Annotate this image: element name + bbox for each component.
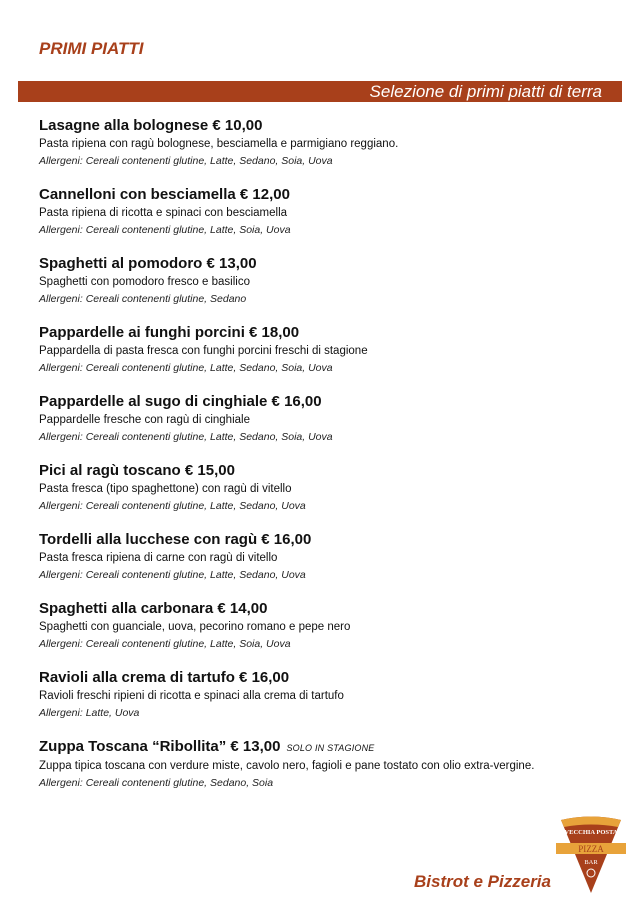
menu-item	[39, 462, 306, 513]
dish-allergens: Allergeni: Cereali contenenti glutine, Latte, Sedano, Uova	[39, 569, 306, 581]
seasonal-note: SOLO IN STAGIONE	[286, 743, 375, 753]
dish-description: Pasta ripiena con ragù bolognese, besciamella e parmigiano reggiano.	[39, 138, 399, 150]
dish-description: Ravioli freschi ripieni di ricotta e spinaci alla crema di tartufo	[39, 690, 344, 702]
menu-item	[39, 186, 291, 237]
dish-description: Pappardelle fresche con ragù di cinghiale	[39, 414, 250, 426]
dish-name-text: Zuppa Toscana “Ribollita” € 13,00	[39, 738, 281, 755]
section-title: Selezione di primi piatti di terra	[369, 82, 602, 101]
dish-name	[39, 600, 350, 618]
dish-name	[39, 738, 534, 757]
dish-name-text: Pici al ragù toscano € 15,00	[39, 462, 235, 479]
dish-allergens: Allergeni: Cereali contenenti glutine, Latte, Sedano, Soia, Uova	[39, 362, 333, 374]
dish-name	[39, 117, 398, 135]
dish-name	[39, 531, 311, 549]
menu-item	[39, 738, 534, 790]
dish-description: Pasta fresca (tipo spaghettone) con ragù di vitello	[39, 483, 292, 495]
logo-text-2: PIZZA	[578, 844, 604, 854]
menu-item	[39, 600, 350, 651]
dish-name	[39, 393, 333, 411]
dish-name	[39, 255, 257, 273]
menu-item	[39, 324, 368, 375]
page-title: PRIMI PIATTI	[39, 39, 144, 58]
dish-description: Spaghetti con pomodoro fresco e basilico	[39, 276, 250, 288]
dish-description: Pasta ripiena di ricotta e spinaci con besciamella	[39, 207, 288, 219]
dish-name	[39, 186, 291, 204]
footer-tagline: Bistrot e Pizzeria	[414, 872, 551, 891]
dish-name-text: Ravioli alla crema di tartufo € 16,00	[39, 669, 290, 686]
dish-allergens: Allergeni: Cereali contenenti glutine, Latte, Sedano, Soia, Uova	[39, 155, 333, 167]
dish-allergens: Allergeni: Cereali contenenti glutine, Latte, Sedano, Uova	[39, 500, 306, 512]
dish-allergens: Allergeni: Cereali contenenti glutine, Latte, Sedano, Soia, Uova	[39, 431, 333, 443]
dish-description: Spaghetti con guanciale, uova, pecorino romano e pepe nero	[39, 621, 351, 633]
dish-description: Pasta fresca ripiena di carne con ragù di vitello	[39, 552, 278, 564]
dish-name	[39, 669, 344, 687]
menu-item	[39, 117, 398, 168]
dish-allergens: Allergeni: Cereali contenenti glutine, Sedano, Soia	[39, 777, 274, 789]
dish-name-text: Spaghetti al pomodoro € 13,00	[39, 255, 257, 272]
dish-name-text: Pappardelle al sugo di cinghiale € 16,00	[39, 393, 322, 410]
menu-item	[39, 531, 311, 582]
menu-item	[39, 255, 257, 306]
section-banner	[18, 81, 622, 102]
dish-description: Zuppa tipica toscana con verdure miste, cavolo nero, fagioli e pane tostato con olio extra-vergine.	[39, 760, 535, 772]
dish-allergens: Allergeni: Cereali contenenti glutine, Latte, Soia, Uova	[39, 638, 291, 650]
menu-item	[39, 669, 344, 720]
logo-text-1: VECCHIA POSTA	[564, 829, 618, 836]
menu-item	[39, 393, 333, 444]
dish-allergens: Allergeni: Cereali contenenti glutine, Latte, Soia, Uova	[39, 224, 291, 236]
dish-description: Pappardella di pasta fresca con funghi porcini freschi di stagione	[39, 345, 368, 357]
dish-name-text: Spaghetti alla carbonara € 14,00	[39, 600, 268, 617]
dish-name	[39, 324, 368, 342]
dish-allergens: Allergeni: Latte, Uova	[39, 707, 140, 719]
dish-name-text: Tordelli alla lucchese con ragù € 16,00	[39, 531, 312, 548]
logo-text-3: BAR	[584, 859, 598, 866]
dish-name-text: Cannelloni con besciamella € 12,00	[39, 186, 290, 203]
dish-name-text: Pappardelle ai funghi porcini € 18,00	[39, 324, 300, 341]
dish-name	[39, 462, 306, 480]
dish-allergens: Allergeni: Cereali contenenti glutine, Sedano	[39, 293, 247, 305]
dish-name-text: Lasagne alla bolognese € 10,00	[39, 117, 263, 134]
pizza-logo-icon	[556, 815, 626, 895]
